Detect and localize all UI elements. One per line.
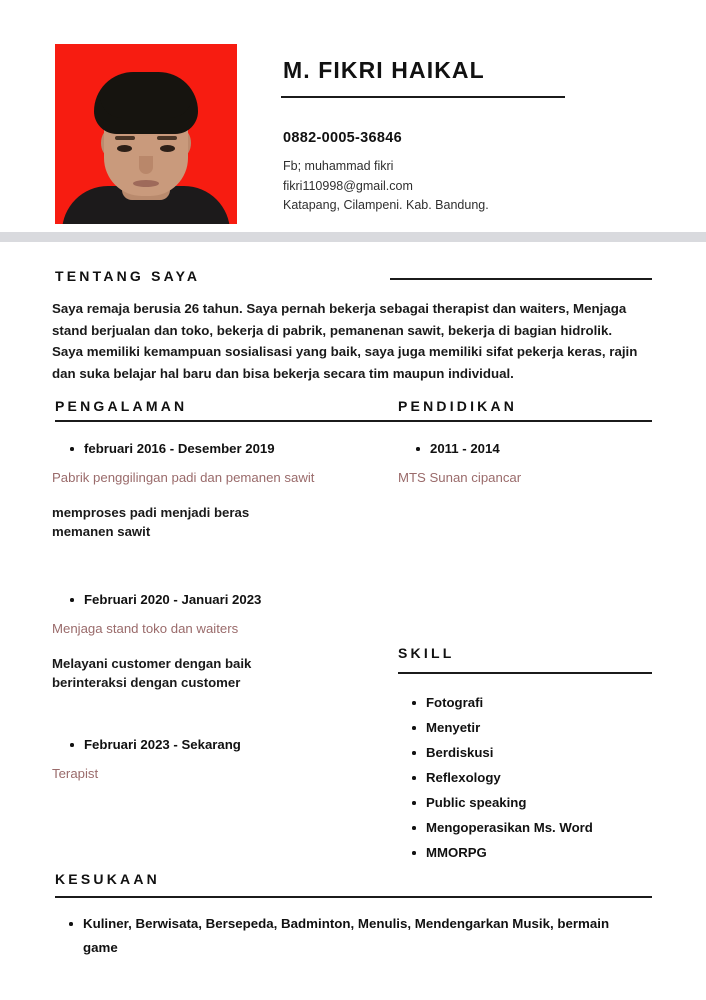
contact-details	[283, 157, 489, 216]
section-title-experience: PENGALAMAN	[55, 398, 188, 414]
experience-organization: Terapist	[52, 766, 99, 781]
experience-entry	[52, 591, 382, 692]
skill-item: Mengoperasikan Ms. Word	[398, 815, 652, 840]
section-title-skill: SKILL	[398, 645, 455, 661]
education-organization: MTS Sunan cipancar	[398, 470, 522, 485]
about-divider	[390, 278, 652, 280]
experience-description-line: memanen sawit	[52, 523, 151, 539]
experience-date: februari 2016 - Desember 2019	[52, 440, 382, 458]
phone-number: 0882-0005-36846	[283, 130, 402, 146]
contact-facebook: Fb; muhammad fikri	[283, 159, 394, 173]
experience-description-line: memproses padi menjadi beras	[52, 505, 250, 520]
photo-eye-right	[160, 145, 175, 152]
experience-description	[52, 655, 382, 692]
section-title-education: PENDIDIKAN	[398, 398, 518, 414]
contact-email: fikri110998@gmail.com	[283, 178, 413, 193]
photo-eyebrow-left	[115, 136, 135, 140]
skill-divider	[398, 672, 652, 674]
skill-item: Public speaking	[398, 790, 652, 815]
experience-entry	[52, 736, 382, 783]
section-title-about: TENTANG SAYA	[55, 268, 201, 284]
experience-organization: Pabrik penggilingan padi dan pemanen sawit	[52, 470, 315, 485]
experience-education-divider	[55, 420, 652, 422]
experience-description	[52, 504, 382, 541]
skill-item: Berdiskusi	[398, 740, 652, 765]
skill-item: Fotografi	[398, 690, 652, 715]
experience-entry	[52, 440, 382, 541]
header-gray-band	[0, 232, 706, 242]
experience-date: Februari 2023 - Sekarang	[52, 736, 382, 754]
experience-date: Februari 2020 - Januari 2023	[52, 591, 382, 609]
resume-header	[0, 0, 706, 232]
hobbies-divider	[55, 896, 652, 898]
experience-description-line: Melayani customer dengan baik	[52, 656, 252, 671]
hobbies-list	[55, 912, 645, 960]
skill-list	[398, 690, 652, 865]
about-text: Saya remaja berusia 26 tahun. Saya pernah bekerja sebagai therapist dan waiters, Menjaga stand berjualan dan toko, bekerja di pabrik, pemanenan sawit, bekerja di bagian hidrolik. Saya memiliki kemampuan sosialisasi yang baik, saya juga memiliki sifat pekerja keras, rajin dan suka belajar hal baru dan bisa bekerja secara tim maupun individual.	[52, 301, 638, 381]
profile-photo	[55, 44, 237, 224]
education-date: 2011 - 2014	[398, 440, 658, 458]
contact-address: Katapang, Cilampeni. Kab. Bandung.	[283, 198, 489, 212]
skill-item: MMORPG	[398, 840, 652, 865]
education-entry	[398, 440, 658, 487]
name-divider	[281, 96, 565, 98]
education-column	[398, 440, 658, 487]
section-title-hobbies: KESUKAAN	[55, 871, 160, 887]
experience-column	[52, 440, 382, 783]
candidate-name: M. FIKRI HAIKAL	[283, 57, 485, 83]
skill-item: Menyetir	[398, 715, 652, 740]
photo-mouth	[133, 180, 159, 187]
hobby-item: Kuliner, Berwisata, Bersepeda, Badminton, Menulis, Mendengarkan Musik, bermain game	[55, 912, 645, 960]
photo-eye-left	[117, 145, 132, 152]
photo-nose	[139, 156, 153, 174]
photo-fringe	[100, 96, 192, 118]
skill-item: Reflexology	[398, 765, 652, 790]
photo-eyebrow-right	[157, 136, 177, 140]
experience-organization: Menjaga stand toko dan waiters	[52, 621, 239, 636]
experience-description-line: berinteraksi dengan customer	[52, 674, 241, 690]
